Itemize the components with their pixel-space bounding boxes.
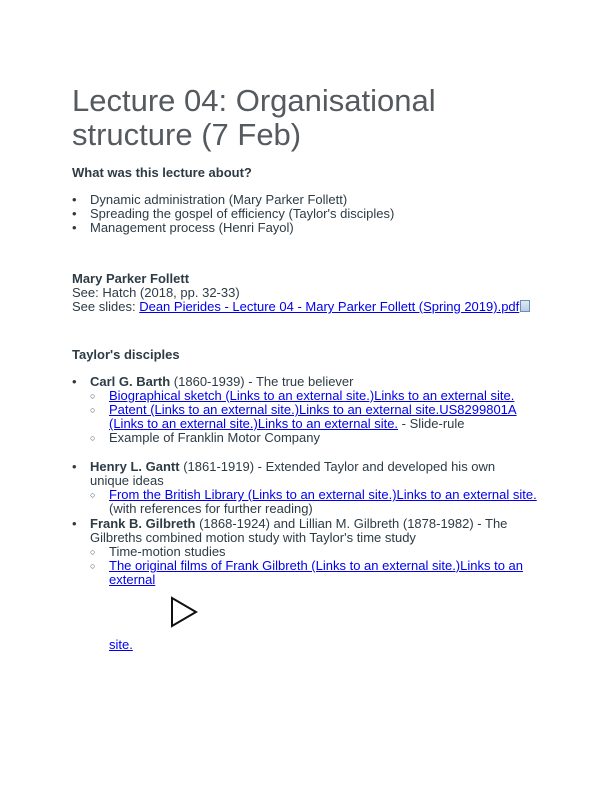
list-item: • Dynamic administration (Mary Parker Follett): [72, 193, 394, 207]
biographical-sketch-link[interactable]: Biographical sketch (Links to an external site.)Links to an external site.: [109, 388, 515, 403]
slides-pdf-link[interactable]: Dean Pierides - Lecture 04 - Mary Parker Follett (Spring 2019).pdf: [139, 299, 520, 314]
gilbreth-films-link-tail[interactable]: site.: [109, 637, 133, 652]
taylor-heading: Taylor's disciples: [72, 347, 180, 362]
person-name: Frank B. Gilbreth: [90, 516, 196, 531]
slides-prefix: See slides:: [72, 299, 140, 314]
gilbreth-films-link[interactable]: The original films of Frank Gilbreth (Links to an external site.)Links to an external: [109, 558, 524, 587]
follett-heading: Mary Parker Follett: [72, 271, 190, 286]
patent-link[interactable]: Patent (Links to an external site.)Links to an external site.US8299801A (Links to an external site.)Links to an external site.: [109, 402, 517, 431]
sub-item: ○ Time-motion studies: [90, 545, 537, 559]
sub-item: [90, 389, 537, 403]
section-question: What was this lecture about?: [72, 165, 252, 180]
sub-item: ○ From the British Library (Links to an external site.)Links to an external site. (with references for further reading): [90, 488, 537, 516]
list-item: • Henry L. Gantt (1861-1919) - Extended Taylor and developed his own unique ideas: [72, 460, 537, 488]
sub-item: [90, 559, 537, 587]
follett-section: [72, 272, 530, 314]
follett-reading: See: Hatch (2018, pp. 32-33): [72, 285, 240, 300]
list-item: • Frank B. Gilbreth (1868-1924) and Lillian M. Gilbreth (1878-1982) - The Gilbreths combined motion study with Taylor's time study: [72, 517, 537, 545]
gilbreth-item: [72, 517, 537, 587]
play-icon[interactable]: [170, 596, 198, 628]
gantt-item: [72, 460, 537, 516]
page-title: Lecture 04: Organisational structure (7 Feb): [72, 83, 436, 152]
british-library-link[interactable]: From the British Library (Links to an external site.)Links to an external site.: [109, 487, 537, 502]
sub-item: ○ Example of Franklin Motor Company: [90, 431, 537, 445]
barth-item: [72, 375, 537, 445]
person-name: Henry L. Gantt: [90, 459, 180, 474]
person-name: Carl G. Barth: [90, 374, 171, 389]
follett-slides: [72, 300, 530, 314]
list-item: • Spreading the gospel of efficiency (Taylor's disciples): [72, 207, 394, 221]
sub-item: ○ Patent (Links to an external site.)Links to an external site.US8299801A (Links to an external site.)Links to an external site. - Slide-rule: [90, 403, 537, 431]
preview-document-icon[interactable]: [520, 300, 530, 312]
topic-list: [72, 193, 394, 235]
list-item: • Carl G. Barth (1860-1939) - The true believer: [72, 375, 537, 389]
list-item: • Management process (Henri Fayol): [72, 221, 394, 235]
